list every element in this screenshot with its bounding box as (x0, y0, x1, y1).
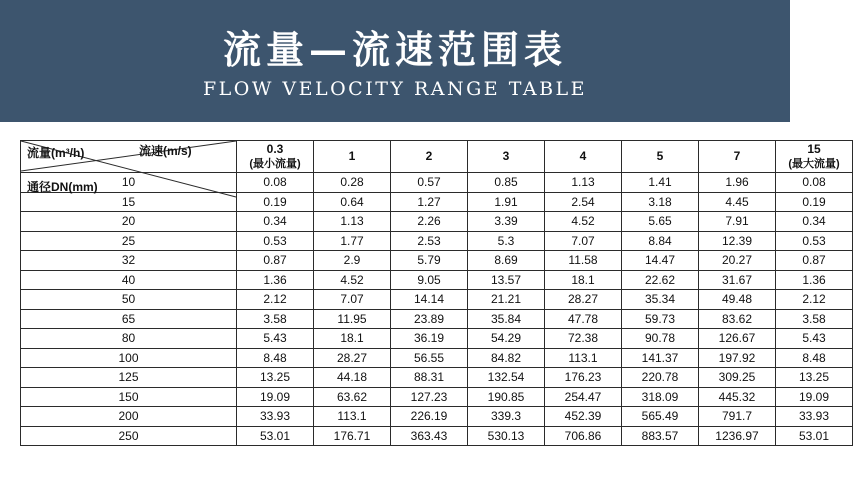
cell-6-3: 21.21 (468, 290, 545, 310)
cell-11-5: 318.09 (622, 387, 699, 407)
cell-4-2: 5.79 (391, 251, 468, 271)
table-row (21, 270, 853, 290)
corner-velocity-label: 流速(m/s) (139, 144, 192, 158)
cell-2-5: 5.65 (622, 212, 699, 232)
cell-12-5: 565.49 (622, 407, 699, 427)
cell-11-3: 190.85 (468, 387, 545, 407)
cell-4-4: 11.58 (545, 251, 622, 271)
cell-2-6: 7.91 (699, 212, 776, 232)
page-banner (0, 0, 790, 122)
column-header-value-3: 3 (502, 149, 510, 164)
table-row (21, 329, 853, 349)
column-header-note-0: (最小流量) (249, 158, 301, 171)
cell-5-6: 31.67 (699, 270, 776, 290)
cell-4-6: 20.27 (699, 251, 776, 271)
cell-13-5: 883.57 (622, 426, 699, 446)
cell-3-6: 12.39 (699, 231, 776, 251)
column-header-3 (468, 141, 545, 173)
cell-11-7: 19.09 (776, 387, 853, 407)
flow-velocity-table (20, 140, 853, 446)
cell-8-0: 5.43 (237, 329, 314, 349)
cell-13-0: 53.01 (237, 426, 314, 446)
cell-2-2: 2.26 (391, 212, 468, 232)
cell-0-2: 0.57 (391, 173, 468, 193)
table-row (21, 368, 853, 388)
cell-7-1: 11.95 (314, 309, 391, 329)
column-header-2 (391, 141, 468, 173)
column-header-1 (314, 141, 391, 173)
cell-2-0: 0.34 (237, 212, 314, 232)
cell-1-6: 4.45 (699, 192, 776, 212)
cell-5-3: 13.57 (468, 270, 545, 290)
column-header-value-2: 2 (425, 149, 433, 164)
table-row (21, 309, 853, 329)
column-header-value-4: 4 (579, 149, 587, 164)
row-dn-0: 10 (21, 173, 237, 193)
cell-8-7: 5.43 (776, 329, 853, 349)
row-dn-8: 80 (21, 329, 237, 349)
cell-8-4: 72.38 (545, 329, 622, 349)
cell-3-4: 7.07 (545, 231, 622, 251)
column-header-value-0: 0.3 (266, 142, 284, 156)
cell-4-1: 2.9 (314, 251, 391, 271)
cell-1-2: 1.27 (391, 192, 468, 212)
cell-9-1: 28.27 (314, 348, 391, 368)
row-dn-13: 250 (21, 426, 237, 446)
cell-12-1: 113.1 (314, 407, 391, 427)
row-dn-4: 32 (21, 251, 237, 271)
column-header-6 (699, 141, 776, 173)
table-row (21, 290, 853, 310)
cell-6-4: 28.27 (545, 290, 622, 310)
cell-2-7: 0.34 (776, 212, 853, 232)
cell-10-7: 13.25 (776, 368, 853, 388)
row-dn-12: 200 (21, 407, 237, 427)
table-row (21, 231, 853, 251)
row-dn-11: 150 (21, 387, 237, 407)
cell-12-0: 33.93 (237, 407, 314, 427)
column-header-4 (545, 141, 622, 173)
row-dn-9: 100 (21, 348, 237, 368)
cell-13-2: 363.43 (391, 426, 468, 446)
cell-0-5: 1.41 (622, 173, 699, 193)
column-header-7 (776, 141, 853, 173)
table-row (21, 212, 853, 232)
column-header-5 (622, 141, 699, 173)
row-dn-1: 15 (21, 192, 237, 212)
cell-9-7: 8.48 (776, 348, 853, 368)
cell-9-5: 141.37 (622, 348, 699, 368)
cell-2-4: 4.52 (545, 212, 622, 232)
cell-4-7: 0.87 (776, 251, 853, 271)
table-body (21, 173, 853, 446)
cell-5-5: 22.62 (622, 270, 699, 290)
table-row (21, 348, 853, 368)
cell-6-7: 2.12 (776, 290, 853, 310)
cell-3-5: 8.84 (622, 231, 699, 251)
cell-13-7: 53.01 (776, 426, 853, 446)
row-dn-10: 125 (21, 368, 237, 388)
cell-11-1: 63.62 (314, 387, 391, 407)
table-header-row (21, 141, 853, 173)
cell-10-0: 13.25 (237, 368, 314, 388)
cell-7-5: 59.73 (622, 309, 699, 329)
cell-5-0: 1.36 (237, 270, 314, 290)
cell-3-7: 0.53 (776, 231, 853, 251)
cell-5-1: 4.52 (314, 270, 391, 290)
cell-11-2: 127.23 (391, 387, 468, 407)
cell-10-1: 44.18 (314, 368, 391, 388)
cell-0-4: 1.13 (545, 173, 622, 193)
cell-11-0: 19.09 (237, 387, 314, 407)
column-header-0 (237, 141, 314, 173)
cell-9-0: 8.48 (237, 348, 314, 368)
row-dn-3: 25 (21, 231, 237, 251)
cell-3-3: 5.3 (468, 231, 545, 251)
table-row (21, 251, 853, 271)
cell-3-1: 1.77 (314, 231, 391, 251)
cell-9-4: 113.1 (545, 348, 622, 368)
corner-flow-label: 流量(m³/h) (27, 146, 85, 160)
column-header-value-7: 15 (807, 142, 821, 156)
cell-6-5: 35.34 (622, 290, 699, 310)
table-row (21, 387, 853, 407)
cell-11-6: 445.32 (699, 387, 776, 407)
cell-9-2: 56.55 (391, 348, 468, 368)
cell-13-3: 530.13 (468, 426, 545, 446)
cell-10-6: 309.25 (699, 368, 776, 388)
column-header-value-6: 7 (733, 149, 741, 164)
table-row (21, 407, 853, 427)
cell-8-3: 54.29 (468, 329, 545, 349)
cell-1-4: 2.54 (545, 192, 622, 212)
cell-4-3: 8.69 (468, 251, 545, 271)
column-header-value-5: 5 (656, 149, 664, 164)
table-row (21, 426, 853, 446)
cell-10-2: 88.31 (391, 368, 468, 388)
cell-7-4: 47.78 (545, 309, 622, 329)
cell-0-1: 0.28 (314, 173, 391, 193)
cell-4-0: 0.87 (237, 251, 314, 271)
row-dn-7: 65 (21, 309, 237, 329)
cell-13-4: 706.86 (545, 426, 622, 446)
cell-9-6: 197.92 (699, 348, 776, 368)
cell-5-2: 9.05 (391, 270, 468, 290)
cell-10-5: 220.78 (622, 368, 699, 388)
row-dn-2: 20 (21, 212, 237, 232)
cell-7-2: 23.89 (391, 309, 468, 329)
cell-10-3: 132.54 (468, 368, 545, 388)
cell-8-5: 90.78 (622, 329, 699, 349)
cell-12-4: 452.39 (545, 407, 622, 427)
cell-0-7: 0.08 (776, 173, 853, 193)
cell-1-3: 1.91 (468, 192, 545, 212)
cell-0-0: 0.08 (237, 173, 314, 193)
cell-6-0: 2.12 (237, 290, 314, 310)
cell-1-0: 0.19 (237, 192, 314, 212)
cell-6-2: 14.14 (391, 290, 468, 310)
cell-8-6: 126.67 (699, 329, 776, 349)
cell-2-1: 1.13 (314, 212, 391, 232)
cell-0-3: 0.85 (468, 173, 545, 193)
page-subtitle: FLOW VELOCITY RANGE TABLE (202, 77, 588, 100)
row-dn-5: 40 (21, 270, 237, 290)
cell-8-2: 36.19 (391, 329, 468, 349)
cell-1-1: 0.64 (314, 192, 391, 212)
corner-dn-label: 通径DN(mm) (27, 180, 98, 194)
cell-0-6: 1.96 (699, 173, 776, 193)
cell-12-2: 226.19 (391, 407, 468, 427)
cell-1-5: 3.18 (622, 192, 699, 212)
page-title: 流量—流速范围表 (222, 27, 567, 73)
cell-12-7: 33.93 (776, 407, 853, 427)
cell-9-3: 84.82 (468, 348, 545, 368)
column-header-note-7: (最大流量) (788, 158, 840, 171)
row-dn-6: 50 (21, 290, 237, 310)
cell-2-3: 3.39 (468, 212, 545, 232)
cell-13-6: 1236.97 (699, 426, 776, 446)
cell-6-1: 7.07 (314, 290, 391, 310)
cell-7-0: 3.58 (237, 309, 314, 329)
cell-7-6: 83.62 (699, 309, 776, 329)
column-header-value-1: 1 (348, 149, 356, 164)
cell-4-5: 14.47 (622, 251, 699, 271)
cell-12-3: 339.3 (468, 407, 545, 427)
cell-5-7: 1.36 (776, 270, 853, 290)
cell-7-7: 3.58 (776, 309, 853, 329)
table-container (0, 122, 840, 446)
cell-5-4: 18.1 (545, 270, 622, 290)
cell-3-2: 2.53 (391, 231, 468, 251)
cell-13-1: 176.71 (314, 426, 391, 446)
cell-8-1: 18.1 (314, 329, 391, 349)
cell-10-4: 176.23 (545, 368, 622, 388)
cell-11-4: 254.47 (545, 387, 622, 407)
cell-6-6: 49.48 (699, 290, 776, 310)
cell-7-3: 35.84 (468, 309, 545, 329)
cell-12-6: 791.7 (699, 407, 776, 427)
cell-1-7: 0.19 (776, 192, 853, 212)
cell-3-0: 0.53 (237, 231, 314, 251)
